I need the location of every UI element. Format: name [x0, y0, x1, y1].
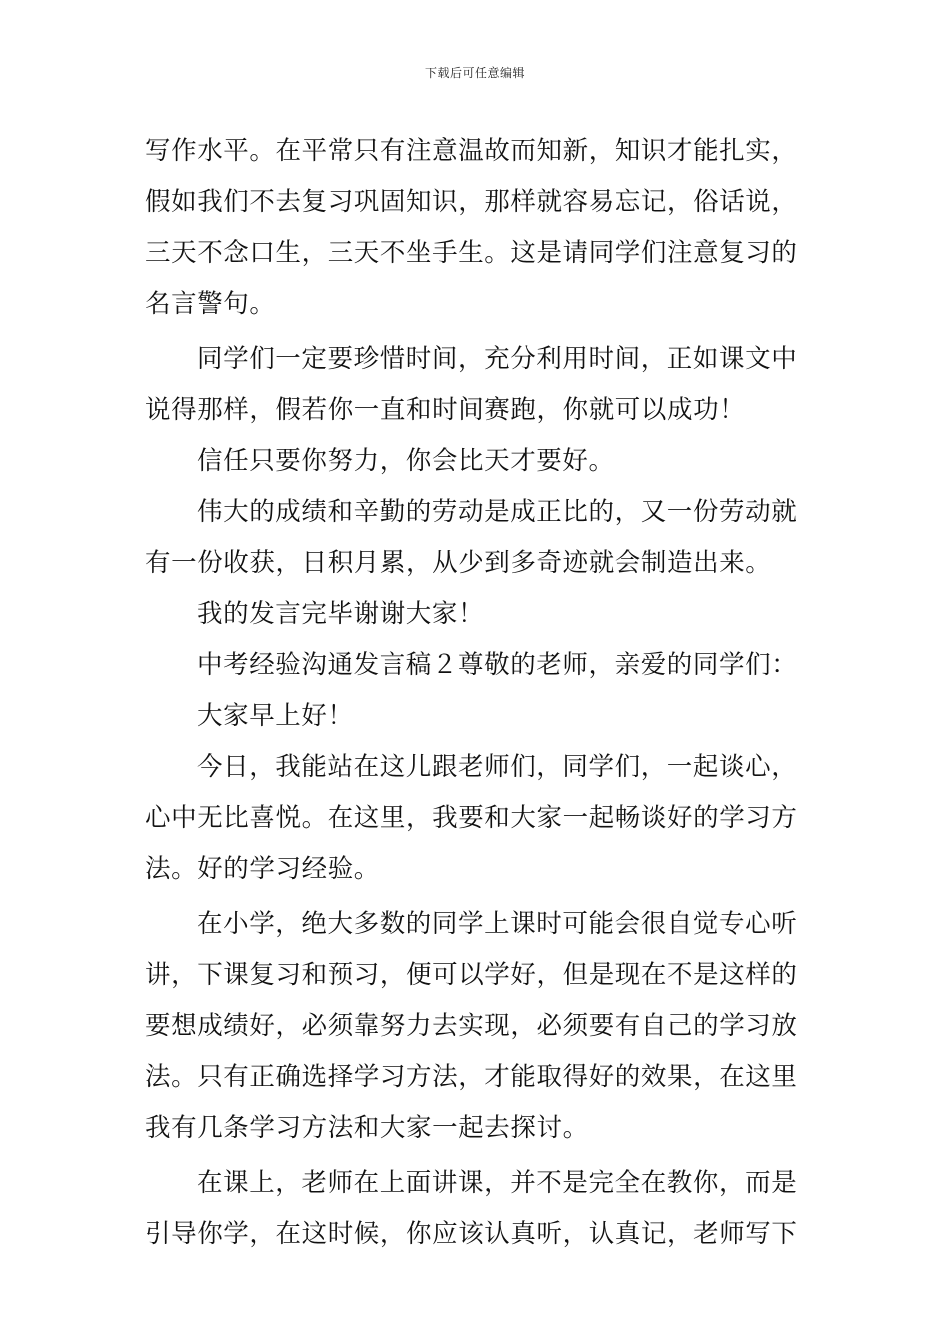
- text-line: 法。只有正确选择学习方法，才能取得好的效果，在这里: [145, 1062, 798, 1092]
- paragraph-start: 同学们一定要珍惜时间，充分利用时间，正如课文中: [197, 344, 798, 374]
- text-line: 法。好的学习经验。: [145, 854, 380, 884]
- document-body: [145, 126, 807, 1260]
- paragraph-start: 信任只要你努力，你会比天才要好。: [197, 446, 615, 476]
- paragraph-start: 在小学，绝大多数的同学上课时可能会很自觉专心听: [197, 909, 798, 939]
- text-line: 要想成绩好，必须靠努力去实现，必须要有自己的学习放: [145, 1011, 798, 1041]
- text-line: 讲，下课复习和预习，便可以学好，但是现在不是这样的: [145, 960, 798, 990]
- paragraph-start: 我的发言完毕谢谢大家！: [197, 599, 485, 629]
- text-line: 写作水平。在平常只有注意温故而知新，知识才能扎实，: [145, 136, 798, 166]
- text-line: 假如我们不去复习巩固知识，那样就容易忘记，俗话说，: [145, 187, 798, 217]
- paragraph-start: 在课上，老师在上面讲课，并不是完全在教你，而是: [197, 1168, 798, 1198]
- text-line: 名言警句。: [145, 289, 276, 319]
- text-line: 心中无比喜悦。在这里，我要和大家一起畅谈好的学习方: [145, 803, 798, 833]
- text-line: 三天不念口生，三天不坐手生。这是请同学们注意复习的: [145, 238, 798, 268]
- page-header: 下载后可任意编辑: [424, 66, 525, 80]
- paragraph-start: 今日，我能站在这儿跟老师们，同学们，一起谈心，: [197, 752, 798, 782]
- text-line: 有一份收获，日积月累，从少到多奇迹就会制造出来。: [145, 548, 772, 578]
- text-line: 引导你学，在这时候，你应该认真听，认真记，老师写下: [145, 1219, 798, 1249]
- paragraph-start: 中考经验沟通发言稿２尊敬的老师，亲爱的同学们：: [197, 650, 798, 680]
- text-line: 我有几条学习方法和大家一起去探讨。: [145, 1113, 589, 1143]
- paragraph-start: 伟大的成绩和辛勤的劳动是成正比的，又一份劳动就: [197, 497, 798, 527]
- paragraph-start: 大家早上好！: [197, 701, 354, 731]
- text-line: 说得那样，假若你一直和时间赛跑，你就可以成功！: [145, 395, 746, 425]
